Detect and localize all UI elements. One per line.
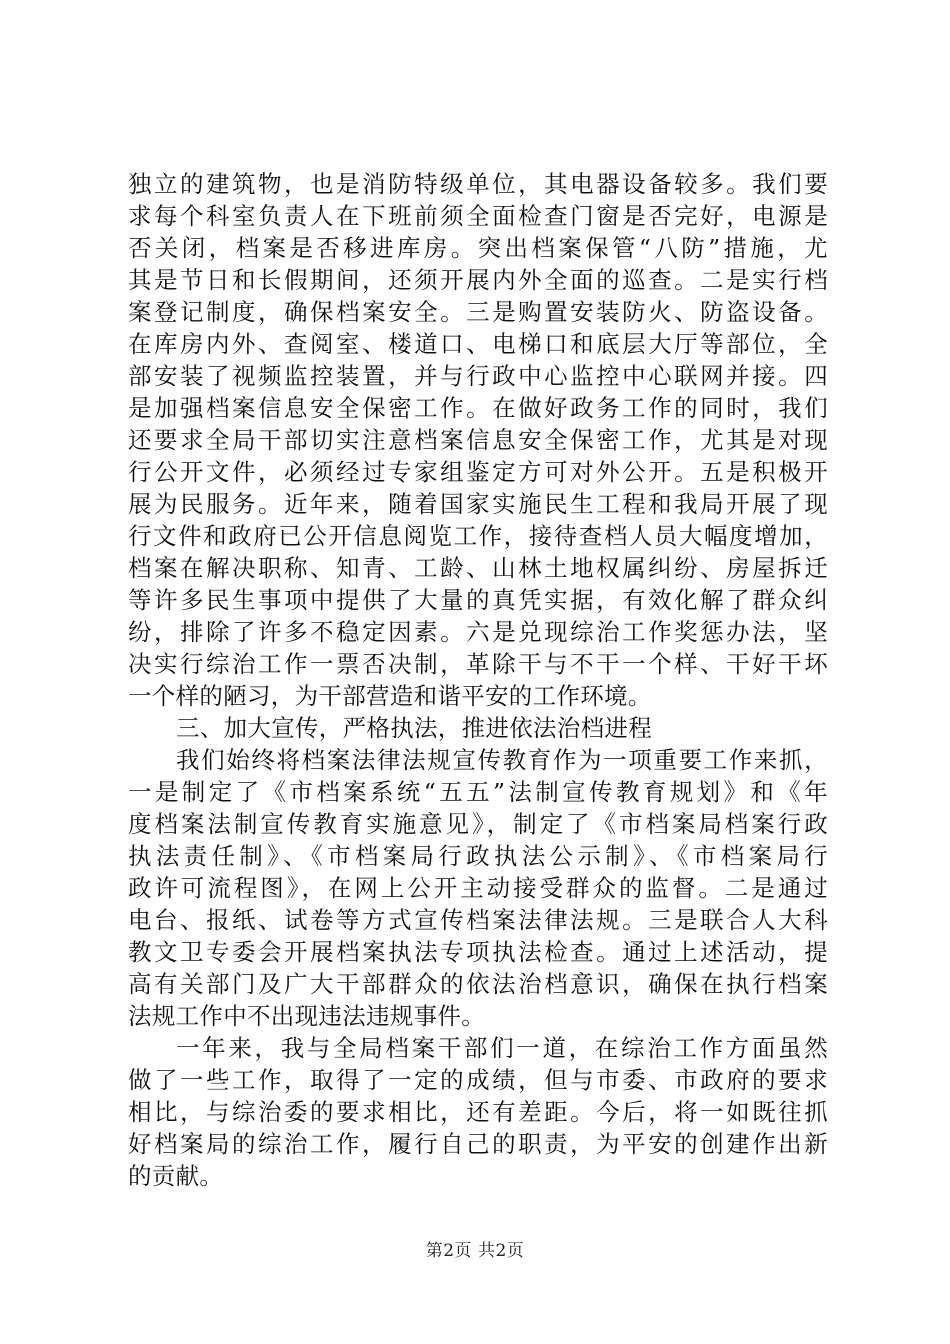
text-line: 相比，与综治委的要求相比，还有差距。今后，将一如既往抓: [128, 1098, 828, 1126]
text-line: 电台、报纸、试卷等方式宣传档案法律法规。三是联合人大科: [128, 906, 828, 934]
text-line: 案登记制度，确保档案安全。三是购置安装防火、防盗设备。: [128, 298, 828, 326]
text-line: 度档案法制宣传教育实施意见》，制定了《市档案局档案行政: [128, 810, 828, 838]
text-line: 高有关部门及广大干部群众的依法治档意识，确保在执行档案: [128, 970, 828, 998]
text-line: 决实行综治工作一票否决制，革除干与不干一个样、干好干坏: [128, 650, 828, 678]
text-line: 否关闭，档案是否移进库房。突出档案保管“八防”措施，尤: [128, 234, 828, 262]
text-line: 好档案局的综治工作，履行自己的职责，为平安的创建作出新: [128, 1130, 828, 1158]
text-line: 一是制定了《市档案系统“五五”法制宣传教育规划》和《年: [128, 778, 828, 806]
document-body: [128, 168, 828, 1192]
text-line: 还要求全局干部切实注意档案信息安全保密工作，尤其是对现: [128, 426, 828, 454]
text-line: 纷，排除了许多不稳定因素。六是兑现综治工作奖惩办法，坚: [128, 618, 828, 646]
text-line: 其是节日和长假期间，还须开展内外全面的巡查。二是实行档: [128, 266, 828, 294]
section-heading: 三、加大宣传，严格执法，推进依法治档进程: [176, 714, 652, 742]
text-line: 政许可流程图》，在网上公开主动接受群众的监督。二是通过: [128, 874, 828, 902]
text-line: 做了一些工作，取得了一定的成绩，但与市委、市政府的要求: [128, 1066, 828, 1094]
text-line: 行公开文件，必须经过专家组鉴定方可对外公开。五是积极开: [128, 458, 828, 486]
text-line: 部安装了视频监控装置，并与行政中心监控中心联网并接。四: [128, 362, 828, 390]
text-line: 执法责任制》、《市档案局行政执法公示制》、《市档案局行: [128, 842, 828, 870]
text-line: 一年来，我与全局档案干部们一道，在综治工作方面虽然: [176, 1034, 828, 1062]
text-line: 在库房内外、查阅室、楼道口、电梯口和底层大厅等部位，全: [128, 330, 828, 358]
text-line: 展为民服务。近年来，随着国家实施民生工程和我局开展了现: [128, 490, 828, 518]
text-line: 教文卫专委会开展档案执法专项执法检查。通过上述活动，提: [128, 938, 828, 966]
text-line: 的贡献。: [128, 1162, 224, 1190]
text-line: 等许多民生事项中提供了大量的真凭实据，有效化解了群众纠: [128, 586, 828, 614]
text-line: 一个样的陋习，为干部营造和谐平安的工作环境。: [128, 682, 652, 710]
text-line: 我们始终将档案法律法规宣传教育作为一项重要工作来抓，: [176, 746, 828, 774]
text-line: 法规工作中不出现违法违规事件。: [128, 1002, 485, 1030]
text-line: 是加强档案信息安全保密工作。在做好政务工作的同时，我们: [128, 394, 828, 422]
text-line: 档案在解决职称、知青、工龄、山林土地权属纠纷、房屋拆迁: [128, 554, 828, 582]
text-line: 独立的建筑物，也是消防特级单位，其电器设备较多。我们要: [128, 170, 828, 198]
text-line: 行文件和政府已公开信息阅览工作，接待查档人员大幅度增加，: [128, 522, 828, 550]
text-line: 求每个科室负责人在下班前须全面检查门窗是否完好，电源是: [128, 202, 828, 230]
page-number-footer: 第2页 共2页: [425, 1241, 525, 1261]
